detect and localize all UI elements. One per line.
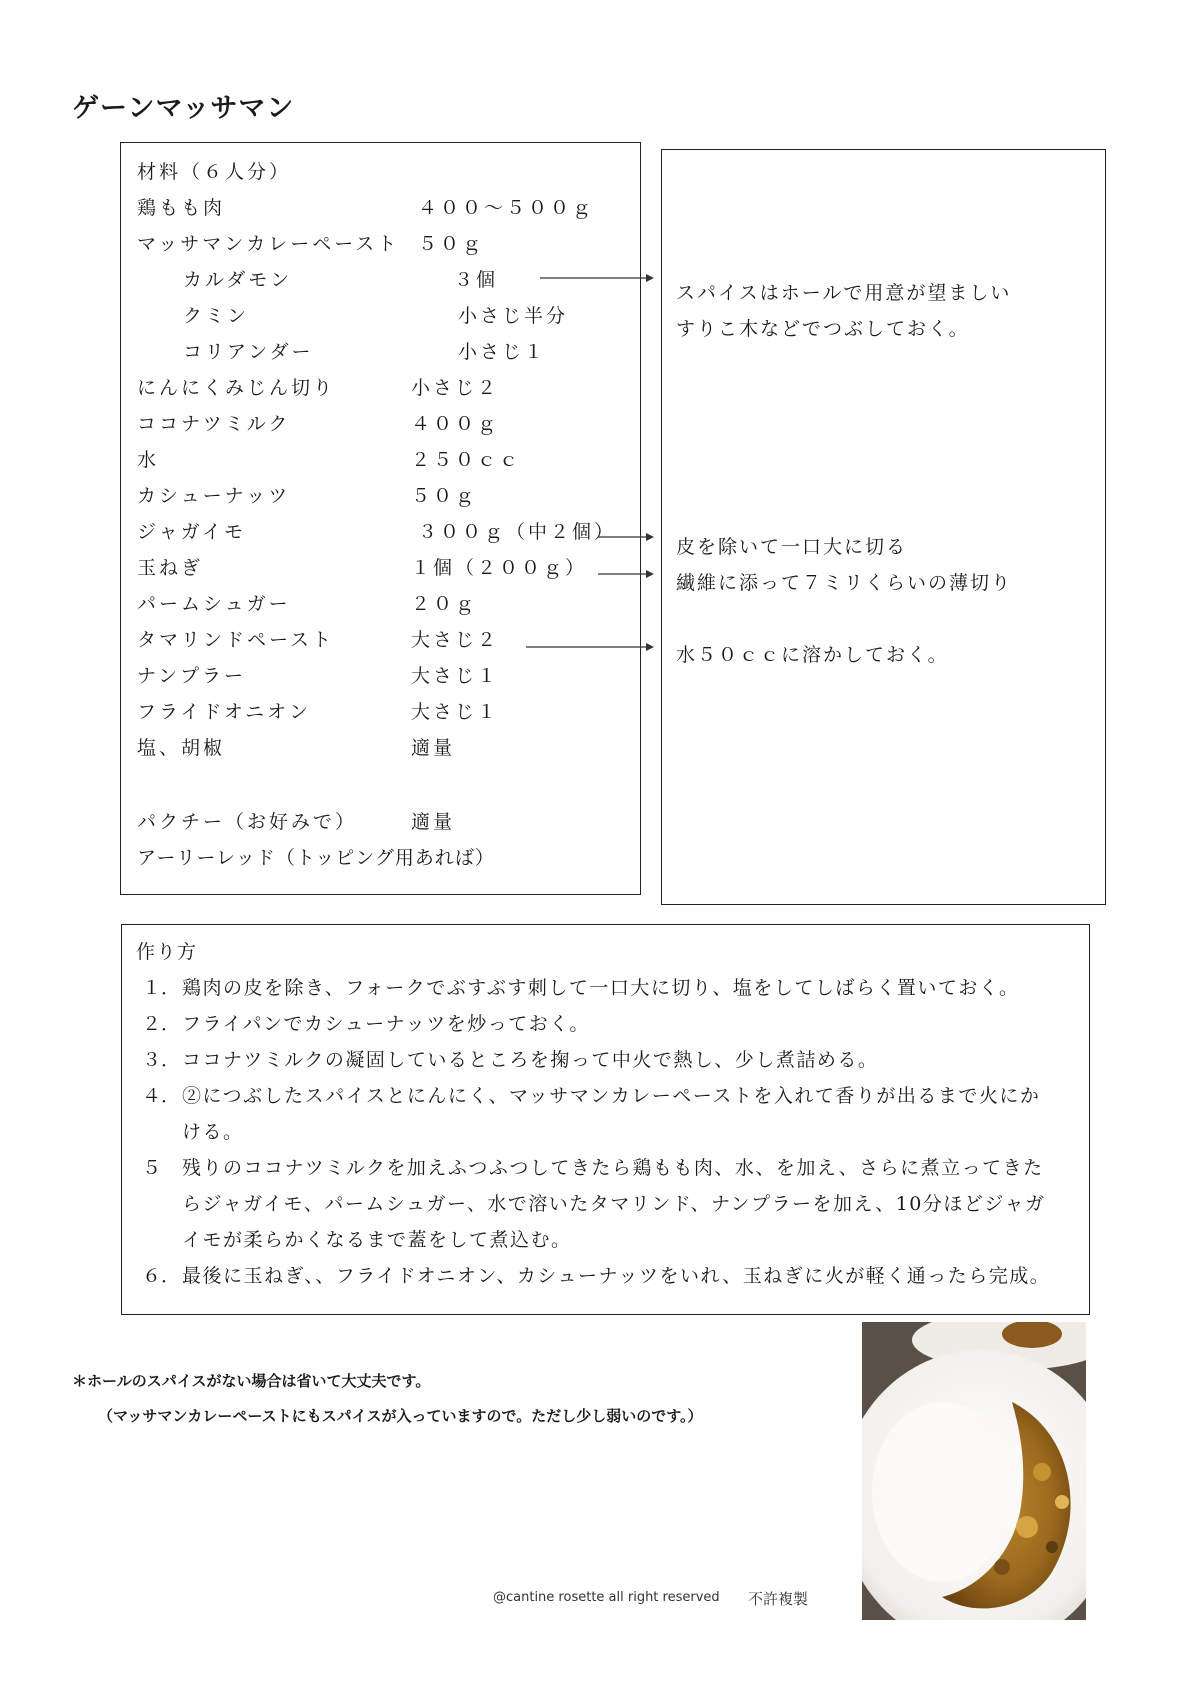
- ingredients-box: [120, 142, 641, 895]
- ingredient-qty: ２０ｇ: [411, 593, 478, 615]
- step-text: イモが柔らかくなるまで蓋をして煮込む。: [182, 1229, 572, 1251]
- note-potato: 皮を除いて一口大に切る: [676, 536, 908, 558]
- notes-box: [661, 149, 1106, 905]
- ingredients-header: 材料（６人分）: [137, 161, 292, 183]
- no-copy-text: 不許複製: [748, 1590, 809, 1608]
- note-spice-line2: すりこ木などでつぶしておく。: [676, 318, 970, 340]
- step-text: ける。: [182, 1121, 244, 1143]
- step-number: ５: [142, 1157, 162, 1179]
- arrow-head-icon: [646, 274, 654, 282]
- dish-photo: [862, 1322, 1086, 1620]
- ingredient-name: カルダモン: [183, 269, 293, 291]
- step-text: らジャガイモ、パームシュガー、水で溶いたタマリンド、ナンプラーを加え、10分ほどジャガ: [182, 1193, 1046, 1215]
- ingredient-name: クミン: [183, 305, 250, 327]
- step-text: フライパンでカシューナッツを炒っておく。: [182, 1013, 590, 1035]
- ingredient-name: 玉ねぎ: [137, 557, 204, 579]
- ingredient-name: タマリンドペースト: [137, 629, 335, 651]
- step-text: 鶏肉の皮を除き、フォークでぶすぶす刺して一口大に切り、塩をしてしばらく置いておく。: [182, 977, 1020, 999]
- ingredient-qty: 小さじ２: [411, 377, 500, 399]
- step-text: ココナツミルクの凝固しているところを掬って中火で熱し、少し煮詰める。: [182, 1049, 879, 1071]
- copyright-text: @cantine rosette all right reserved: [493, 1590, 720, 1605]
- step-number: １．: [142, 977, 181, 999]
- ingredient-name: アーリーレッド（トッピング用あれば）: [137, 847, 495, 869]
- note-spice-line1: スパイスはホールで用意が望ましい: [676, 282, 1012, 304]
- ingredient-name: マッサマンカレーペースト: [137, 233, 400, 255]
- arrow-head-icon: [646, 533, 654, 541]
- step-number: ３．: [142, 1049, 181, 1071]
- ingredient-name: 塩、胡椒: [137, 737, 226, 759]
- ingredient-name: ジャガイモ: [137, 521, 247, 543]
- ingredient-qty: 大さじ２: [411, 629, 500, 651]
- ingredient-qty: 適量: [411, 811, 456, 833]
- ingredient-name: パクチー（お好みで）: [137, 811, 358, 833]
- ingredient-name: 鶏もも肉: [137, 197, 226, 219]
- note-tamarind: 水５０ｃｃに溶かしておく。: [676, 644, 949, 666]
- arrow-head-icon: [646, 570, 654, 578]
- method-box: [121, 924, 1090, 1315]
- ingredient-qty: １個（２００ｇ）: [411, 557, 588, 579]
- ingredient-qty: 大さじ１: [411, 665, 500, 687]
- footnote-line2: （マッサマンカレーペーストにもスパイスが入っていますので。ただし少し弱いのです。）: [98, 1407, 703, 1425]
- ingredient-name: フライドオニオン: [137, 701, 312, 723]
- note-onion: 繊維に添って７ミリくらいの薄切り: [676, 572, 1013, 594]
- ingredient-qty: ３個: [454, 269, 499, 291]
- ingredient-name: ナンプラー: [137, 665, 247, 687]
- step-text: ②につぶしたスパイスとにんにく、マッサマンカレーペーストを入れて香りが出るまで火にか: [182, 1085, 1041, 1107]
- page-title: ゲーンマッサマン: [72, 93, 295, 124]
- step-number: ４．: [142, 1085, 181, 1107]
- ingredient-qty: ４００ｇ: [411, 413, 500, 435]
- ingredient-qty: ４００～５００ｇ: [418, 197, 595, 219]
- arrow-head-icon: [646, 643, 654, 651]
- ingredient-qty: 小さじ１: [458, 341, 547, 363]
- ingredient-name: カシューナッツ: [137, 485, 291, 507]
- ingredient-qty: ５０ｇ: [418, 233, 485, 255]
- step-number: ６．: [142, 1265, 181, 1287]
- ingredient-name: パームシュガー: [137, 593, 291, 615]
- step-number: ２．: [142, 1013, 181, 1035]
- ingredient-name: にんにくみじん切り: [137, 377, 336, 399]
- ingredient-name: コリアンダー: [183, 341, 314, 363]
- method-header: 作り方: [136, 941, 198, 963]
- ingredient-name: 水: [137, 449, 160, 471]
- step-text: 残りのココナツミルクを加えふつふつしてきたら鶏もも肉、水、を加え、さらに煮立ってきた: [182, 1157, 1044, 1179]
- step-text: 最後に玉ねぎ、、フライドオニオン、カシューナッツをいれ、玉ねぎに火が軽く通ったら完成。: [182, 1265, 1051, 1287]
- ingredient-qty: 小さじ半分: [458, 305, 569, 327]
- ingredient-qty: ２５０ｃｃ: [411, 449, 522, 471]
- footnote-line1: ＊ホールのスパイスがない場合は省いて大丈夫です。: [72, 1372, 431, 1390]
- ingredient-qty: 大さじ１: [411, 701, 500, 723]
- ingredient-qty: ５０ｇ: [411, 485, 478, 507]
- ingredient-qty: 適量: [411, 737, 456, 759]
- ingredient-name: ココナツミルク: [137, 413, 291, 435]
- ingredient-qty: ３００ｇ（中２個）: [418, 521, 617, 543]
